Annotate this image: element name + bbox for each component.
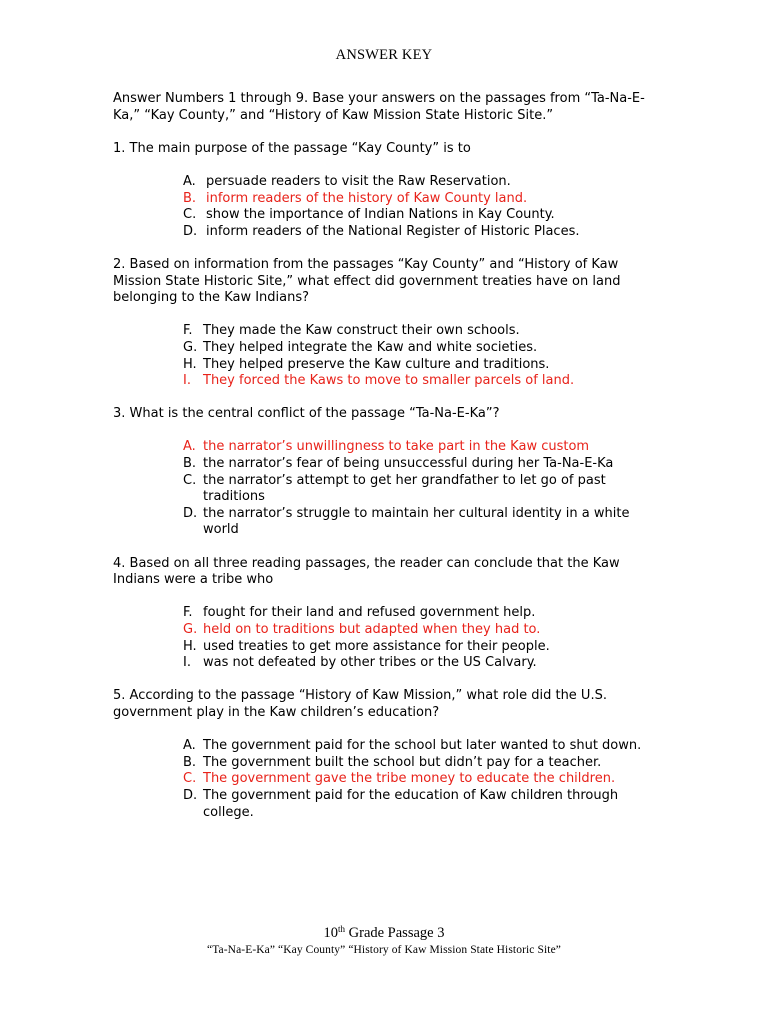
- option-letter: D.: [183, 505, 198, 521]
- option-letter: F.: [183, 323, 193, 339]
- answer-option: [113, 605, 658, 622]
- answer-options: [113, 738, 658, 821]
- question-3: [113, 406, 658, 539]
- option-text: inform readers of the history of Kaw County land.: [206, 190, 528, 206]
- option-letter: H.: [183, 638, 197, 654]
- option-text: the narrator’s struggle to maintain her cultural identity in a white world: [203, 505, 630, 538]
- question-4: [113, 556, 658, 672]
- option-text: They forced the Kaws to move to smaller parcels of land.: [203, 373, 575, 389]
- option-letter: G.: [183, 339, 198, 355]
- answer-options: [113, 605, 658, 671]
- footer-passages: “Ta-Na-E-Ka” “Kay County” “History of Kaw Mission State Historic Site”: [207, 944, 561, 956]
- grade-number: 10: [323, 925, 338, 941]
- option-text: fought for their land and refused government help.: [203, 605, 536, 621]
- option-text: They helped preserve the Kaw culture and traditions.: [203, 356, 550, 372]
- answer-option: [113, 473, 658, 506]
- grade-suffix: th: [338, 924, 346, 934]
- instructions: Answer Numbers 1 through 9. Base your answers on the passages from “Ta-Na-E-Ka,” “Kay County,” and “History of Kaw Mission State Historic Site.”: [113, 91, 645, 123]
- option-text: was not defeated by other tribes or the US Calvary.: [203, 655, 537, 671]
- answer-options: [113, 323, 658, 389]
- option-text: The government gave the tribe money to educate the children.: [203, 771, 616, 787]
- option-text: inform readers of the National Register of Historic Places.: [206, 223, 580, 239]
- answer-option: [113, 622, 658, 639]
- answer-option: [113, 439, 658, 456]
- answer-option: [113, 224, 658, 241]
- option-text: The government paid for the education of Kaw children through college.: [203, 787, 619, 820]
- option-letter: I.: [183, 373, 191, 389]
- answer-options: [113, 174, 658, 240]
- answer-options: [113, 439, 658, 539]
- answer-option: [113, 191, 658, 208]
- option-text: The government built the school but didn’t pay for a teacher.: [203, 754, 602, 770]
- answer-option: [113, 357, 658, 374]
- answer-option: [113, 788, 658, 821]
- option-text: They made the Kaw construct their own schools.: [203, 323, 520, 339]
- option-letter: F.: [183, 605, 193, 621]
- option-text: the narrator’s attempt to get her grandfather to let go of past traditions: [203, 472, 606, 505]
- option-letter: D.: [183, 223, 198, 239]
- question-1: [113, 141, 658, 241]
- option-text: They helped integrate the Kaw and white societies.: [203, 339, 538, 355]
- question-stem: 1. The main purpose of the passage “Kay County” is to: [113, 140, 471, 156]
- answer-option: [113, 639, 658, 656]
- option-letter: C.: [183, 207, 197, 223]
- question-stem: 4. Based on all three reading passages, the reader can conclude that the Kaw Indians were a tribe who: [113, 555, 620, 588]
- option-letter: C.: [183, 771, 197, 787]
- question-stem: 3. What is the central conflict of the passage “Ta-Na-E-Ka”?: [113, 406, 500, 422]
- option-letter: C.: [183, 472, 197, 488]
- answer-option: [113, 755, 658, 772]
- option-text: the narrator’s unwillingness to take part in the Kaw custom: [203, 439, 590, 455]
- option-letter: D.: [183, 787, 198, 803]
- option-letter: A.: [183, 173, 196, 189]
- answer-option: [113, 771, 658, 788]
- option-letter: A.: [183, 439, 196, 455]
- answer-option: [113, 456, 658, 473]
- answer-option: [113, 738, 658, 755]
- answer-option: [113, 207, 658, 224]
- page-title: ANSWER KEY: [335, 47, 433, 63]
- question-2: [113, 257, 658, 390]
- option-letter: G.: [183, 622, 198, 637]
- grade-label: Grade Passage 3: [345, 925, 445, 941]
- option-letter: B.: [183, 754, 197, 770]
- answer-option: [113, 323, 658, 340]
- option-letter: H.: [183, 356, 197, 372]
- option-letter: B.: [183, 456, 197, 472]
- question-stem: 2. Based on information from the passages “Kay County” and “History of Kaw Mission State Historic Site,” what effect did government treaties have on land belonging to the Kaw Indians?: [113, 256, 621, 306]
- option-text: persuade readers to visit the Raw Reservation.: [206, 173, 511, 189]
- option-text: The government paid for the school but later wanted to shut down.: [203, 738, 642, 754]
- option-letter: B.: [183, 190, 197, 206]
- option-text: held on to traditions but adapted when they had to.: [203, 622, 541, 637]
- question-5: [113, 688, 658, 821]
- option-text: used treaties to get more assistance for their people.: [203, 638, 550, 654]
- answer-option: [113, 655, 658, 672]
- option-text: show the importance of Indian Nations in Kay County.: [206, 207, 555, 223]
- footer-grade: [0, 925, 768, 942]
- question-stem: 5. According to the passage “History of Kaw Mission,” what role did the U.S. government play in the Kaw children’s education?: [113, 688, 607, 720]
- answer-option: [113, 506, 658, 539]
- option-text: the narrator’s fear of being unsuccessful during her Ta-Na-E-Ka: [203, 456, 614, 472]
- option-letter: I.: [183, 655, 191, 671]
- answer-key-content: [113, 91, 658, 838]
- answer-option: [113, 174, 658, 191]
- answer-option: [113, 373, 658, 390]
- answer-option: [113, 340, 658, 357]
- option-letter: A.: [183, 738, 196, 754]
